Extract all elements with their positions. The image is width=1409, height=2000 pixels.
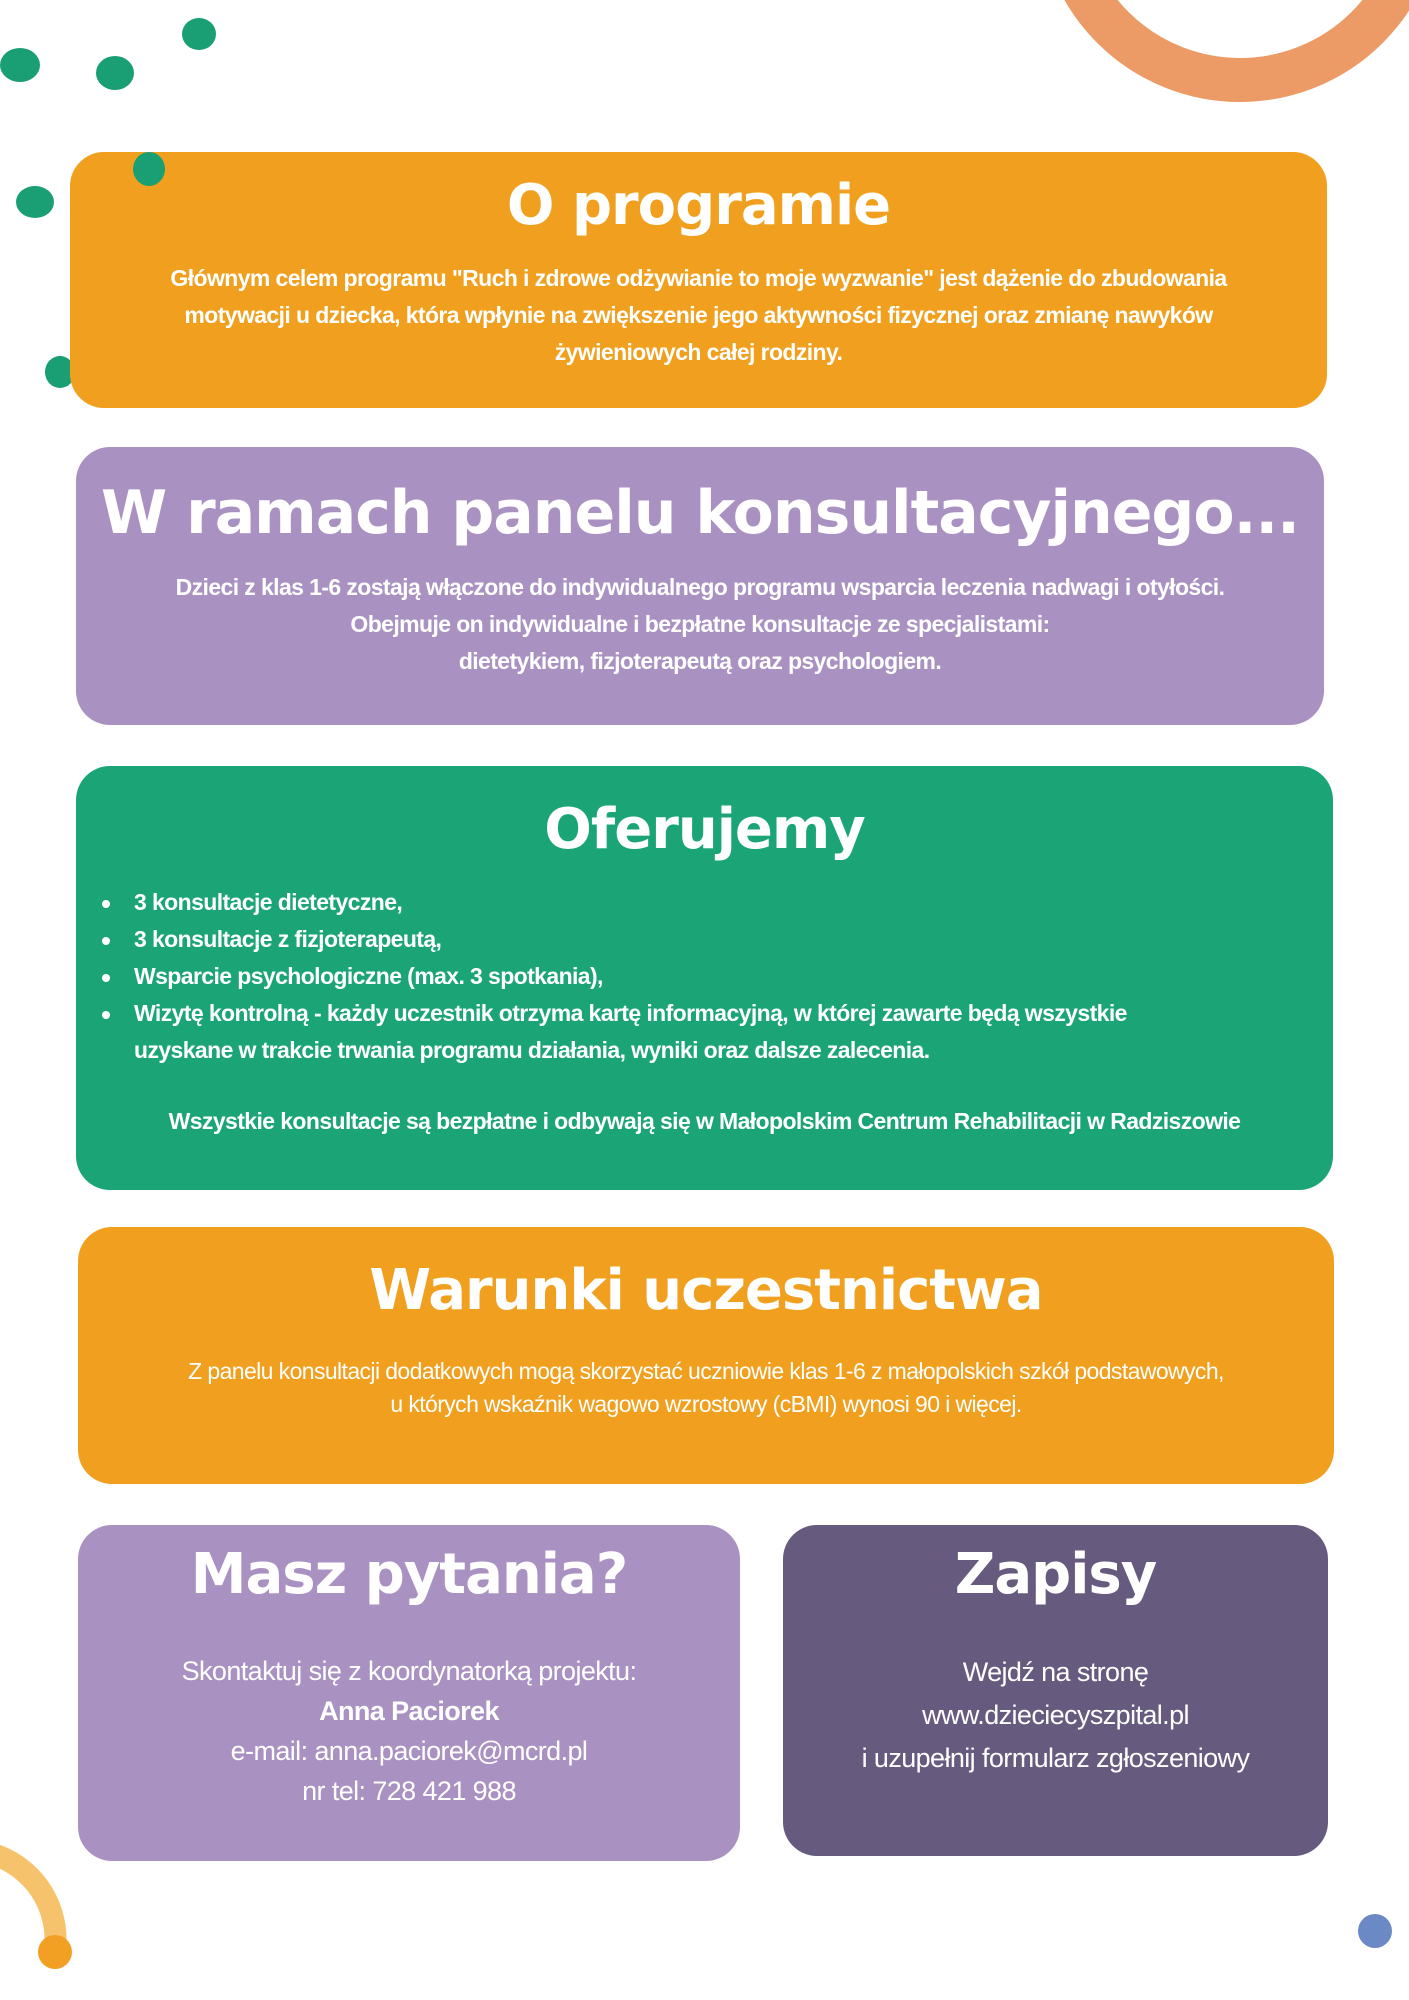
signup-title: Zapisy xyxy=(954,1542,1157,1607)
questions-card xyxy=(78,1525,740,1861)
panel-line: Dzieci z klas 1-6 zostają włączone do indywidualnego programu wsparcia leczenia nadwagi i otyłości. xyxy=(175,574,1225,600)
about-program-card xyxy=(70,152,1327,408)
contact-email[interactable]: e-mail: anna.paciorek@mcrd.pl xyxy=(230,1736,588,1766)
bullet-icon xyxy=(102,900,110,908)
participation-conditions-card xyxy=(78,1227,1334,1484)
blue-dot xyxy=(1358,1914,1392,1948)
green-dot xyxy=(182,18,216,50)
bullet-icon xyxy=(102,937,110,945)
signup-line: Wejdź na stronę xyxy=(962,1657,1149,1687)
participation-conditions-description xyxy=(78,1355,1334,1421)
about-program-title: O programie xyxy=(506,173,891,238)
consultation-panel-title: W ramach panelu konsultacyjnego... xyxy=(101,478,1299,548)
about-line: motywacji u dziecka, która wpłynie na zwiększenie jego aktywności fizycznej oraz zmianę nawyków xyxy=(184,302,1213,328)
offer-title: Oferujemy xyxy=(544,797,865,862)
green-dot xyxy=(133,152,165,186)
contact-phone[interactable]: nr tel: 728 421 988 xyxy=(302,1776,516,1806)
panel-line: dietetykiem, fizjoterapeutą oraz psychologiem. xyxy=(458,648,942,674)
conditions-line: u których wskaźnik wagowo wzrostowy (cBMI) wynosi 90 i więcej. xyxy=(390,1391,1022,1417)
signup-line: i uzupełnij formularz zgłoszeniowy xyxy=(861,1743,1250,1773)
orange-ring-decoration xyxy=(1040,0,1409,140)
offer-card xyxy=(76,766,1333,1190)
coordinator-name: Anna Paciorek xyxy=(319,1696,499,1726)
signup-website-link[interactable]: www.dzieciecyszpital.pl xyxy=(922,1700,1189,1730)
contact-intro: Skontaktuj się z koordynatorką projektu: xyxy=(181,1656,637,1686)
green-dot xyxy=(96,56,134,90)
conditions-line: Z panelu konsultacji dodatkowych mogą skorzystać uczniowie klas 1-6 z małopolskich szkół podstawowych, xyxy=(188,1358,1224,1384)
offer-list xyxy=(76,884,1333,1069)
panel-line: Obejmuje on indywidualne i bezpłatne konsultacje ze specjalistami: xyxy=(350,611,1050,637)
questions-title: Masz pytania? xyxy=(190,1542,628,1607)
participation-conditions-title: Warunki uczestnictwa xyxy=(369,1258,1043,1323)
offer-list-item: 3 konsultacje z fizjoterapeutą, xyxy=(134,921,1293,958)
contact-info xyxy=(78,1651,740,1811)
offer-list-item: 3 konsultacje dietetyczne, xyxy=(134,884,1293,921)
offer-list-item: Wizytę kontrolną - każdy uczestnik otrzyma kartę informacyjną, w której zawarte będą wszystkie xyxy=(134,995,1293,1032)
consultation-panel-card xyxy=(76,447,1324,725)
signup-card xyxy=(783,1525,1328,1856)
about-line: Głównym celem programu "Ruch i zdrowe odżywianie to moje wyzwanie" jest dążenie do zbudowania xyxy=(170,265,1227,291)
green-dot xyxy=(0,48,40,82)
signup-instructions xyxy=(783,1651,1328,1780)
offer-note: Wszystkie konsultacje są bezpłatne i odbywają się w Małopolskim Centrum Rehabilitacji w Radziszowie xyxy=(168,1108,1241,1134)
offer-list-item-continuation: uzyskane w trakcie trwania programu działania, wyniki oraz dalsze zalecenia. xyxy=(134,1037,930,1063)
offer-list-item: Wsparcie psychologiczne (max. 3 spotkania), xyxy=(134,958,1293,995)
bullet-icon xyxy=(102,974,110,982)
consultation-panel-description xyxy=(76,569,1324,680)
green-dot xyxy=(16,186,54,218)
about-program-description xyxy=(70,260,1327,371)
about-line: żywieniowych całej rodziny. xyxy=(554,339,843,365)
bullet-icon xyxy=(102,1011,110,1019)
